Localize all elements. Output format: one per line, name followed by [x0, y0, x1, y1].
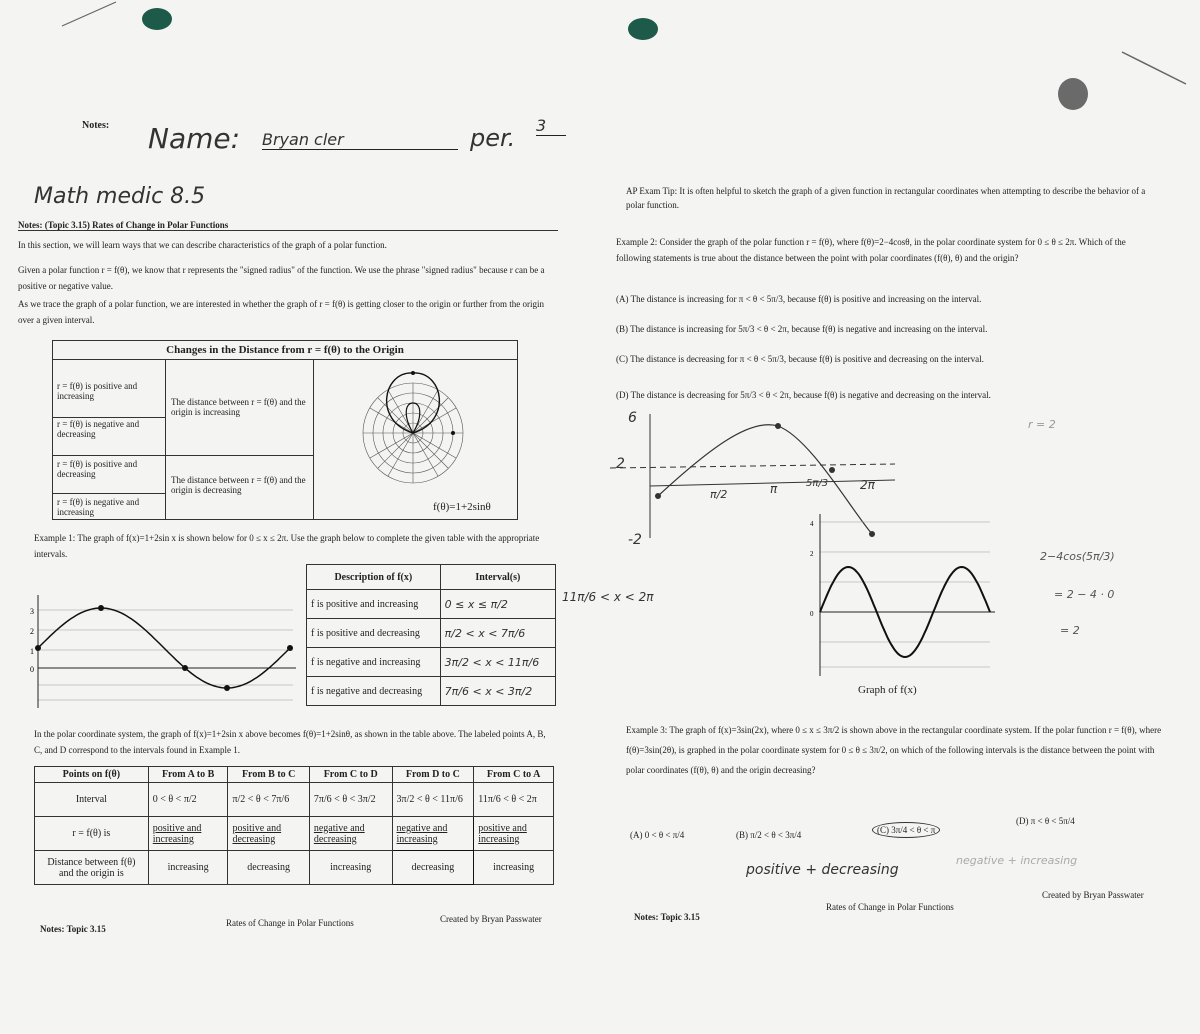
changes-table	[52, 340, 518, 520]
svg-text:0: 0	[810, 610, 814, 618]
interval-row-2[interactable]: π/2 < x < 7π/6	[440, 619, 555, 648]
handnote-positive-decreasing: positive + decreasing	[746, 862, 899, 878]
ap-tip: AP Exam Tip: It is often helpful to sketch the graph of a given function in rectangular coordinates when attempting to describe the behavior of a polar function.	[626, 186, 1146, 210]
cond-2: r = f(θ) is negative and decreasing	[57, 419, 140, 439]
desc-row-3: f is negative and increasing	[307, 648, 441, 677]
pt-r4: negative and increasing	[392, 817, 474, 851]
ex3-choice-d[interactable]: (D) π < θ < 5π/4	[1016, 816, 1075, 826]
sketch-label-2pi: 2π	[860, 478, 875, 492]
pt-r2: positive and decreasing	[228, 817, 309, 851]
ex3-choice-b[interactable]: (B) π/2 < θ < 3π/4	[736, 830, 802, 840]
sketch-label-neg2: -2	[628, 532, 642, 548]
sketch-label-2: 2	[616, 456, 625, 472]
svg-text:0: 0	[30, 665, 34, 674]
choice-b[interactable]: (B) The distance is increasing for 5π/3 < θ < 2π, because f(θ) is negative and increasing on the interval.	[616, 324, 988, 334]
pt-i4: 3π/2 < θ < 11π/6	[392, 783, 474, 817]
footer-left-3: Created by Bryan Passwater	[440, 914, 542, 924]
footer-left-2: Rates of Change in Polar Functions	[226, 918, 354, 928]
desc-decreasing: The distance between r = f(θ) and the origin is decreasing	[171, 475, 306, 495]
desc-row-2: f is positive and decreasing	[307, 619, 441, 648]
pt-i0: Interval	[35, 783, 149, 817]
pt-i5: 11π/6 < θ < 2π	[474, 783, 554, 817]
ex3-choice-a[interactable]: (A) 0 < θ < π/4	[630, 830, 685, 840]
points-table	[34, 766, 554, 885]
footer-right-3: Created by Bryan Passwater	[1042, 890, 1144, 900]
pt-d1: increasing	[148, 851, 228, 885]
pt-r1: positive and increasing	[148, 817, 228, 851]
cond-1: r = f(θ) is positive and increasing	[57, 381, 138, 401]
interval-row-4[interactable]: 7π/6 < x < 3π/2	[440, 677, 555, 706]
sketch-label-pi2: π/2	[710, 488, 728, 501]
desc-row-4: f is negative and decreasing	[307, 677, 441, 706]
sketch-label-5pi3: 5π/3	[806, 478, 829, 489]
handnote-negative-increasing: negative + increasing	[956, 854, 1078, 867]
cond-4: r = f(θ) is negative and increasing	[57, 497, 140, 517]
side-note: 11π/6 < x < 2π	[562, 590, 654, 604]
pen-mark	[1120, 50, 1190, 90]
trace-paragraph: As we trace the graph of a polar function, we are interested in whether the graph of r = f(θ) is getting closer to the origin or further from the origin over a given interval.	[18, 299, 544, 325]
pt-i2: π/2 < θ < 7π/6	[228, 783, 309, 817]
side-work-3: = 2	[1060, 624, 1080, 637]
side-work-1: 2−4cos(5π/3)	[1040, 550, 1115, 563]
interval-row-1[interactable]: 0 ≤ x ≤ π/2	[440, 590, 555, 619]
pt-h0: Points on f(θ)	[35, 767, 149, 783]
cond-3: r = f(θ) is positive and decreasing	[57, 459, 138, 479]
graph-caption: Graph of f(x)	[858, 684, 917, 696]
desc-row-1: f is positive and increasing	[307, 590, 441, 619]
pt-h2: From B to C	[228, 767, 309, 783]
ex3-choice-c[interactable]: (C) 3π/4 < θ < π	[872, 822, 940, 838]
pt-d5: increasing	[474, 851, 554, 885]
footer-right-2: Rates of Change in Polar Functions	[826, 902, 954, 912]
pt-d3: increasing	[309, 851, 392, 885]
notes-box: Notes:	[82, 120, 110, 131]
example2-text: Example 2: Consider the graph of the polar function r = f(θ), where f(θ)=2−4cosθ, in the polar coordinate system for 0 ≤ θ ≤ 2π. Which of the following statements is true about the distance between the point with polar coordinates (f(θ), θ) and the origin?	[616, 237, 1126, 263]
side-work-2: = 2 − 4 · 0	[1054, 588, 1115, 601]
intro-paragraph: In this section, we will learn ways that we can describe characteristics of the graph of a polar function.	[18, 240, 387, 250]
name-value[interactable]: Bryan cler	[262, 130, 458, 150]
example3-text: Example 3: The graph of f(x)=3sin(2x), where 0 ≤ x ≤ 3π/2 is shown above in the rectangular coordinate system. If the polar function r = f(θ), where f(θ)=3sin(2θ), is graphed in the polar coordinate system for 0 ≤ θ ≤ 3π/2, on which of the following intervals is the distance between the point with polar coordinates (f(θ), θ) and the origin decreasing?	[626, 725, 1162, 775]
svg-text:3: 3	[30, 607, 34, 616]
pt-r0: r = f(θ) is	[35, 817, 149, 851]
svg-text:1: 1	[30, 647, 34, 656]
interval-row-3[interactable]: 3π/2 < x < 11π/6	[440, 648, 555, 677]
choice-c[interactable]: (C) The distance is decreasing for π < θ < 5π/3, because f(θ) is positive and decreasing on the interval.	[616, 354, 984, 364]
changes-table-title: Changes in the Distance from r = f(θ) to the Origin	[53, 341, 517, 360]
handwritten-title: Math medic 8.5	[34, 184, 206, 209]
sketch-label-r2: r = 2	[1028, 418, 1056, 431]
pt-h1: From A to B	[148, 767, 228, 783]
desc-increasing: The distance between r = f(θ) and the origin is increasing	[171, 397, 306, 417]
polar-text: In the polar coordinate system, the graph of f(x)=1+2sin x above becomes f(θ)=1+2sinθ, as shown in the table above. The labeled points A, B, C, and D correspond to the intervals found in Example 1.	[34, 729, 546, 755]
pt-i1: 0 < θ < π/2	[148, 783, 228, 817]
example1-text: Example 1: The graph of f(x)=1+2sin x is shown below for 0 ≤ x ≤ 2π. Use the graph below to complete the given table with the appropriate intervals.	[34, 533, 540, 559]
description-table	[306, 564, 556, 706]
pt-d4: decreasing	[392, 851, 474, 885]
desc-header: Description of f(x)	[307, 565, 441, 590]
interval-header: Interval(s)	[440, 565, 555, 590]
polar-caption: f(θ)=1+2sinθ	[433, 501, 491, 513]
sine-graph	[28, 590, 298, 710]
footer-right-1: Notes: Topic 3.15	[634, 912, 700, 922]
name-label: Name:	[148, 122, 241, 155]
pt-d2: decreasing	[228, 851, 309, 885]
pt-h4: From D to C	[392, 767, 474, 783]
signed-radius-paragraph: Given a polar function r = f(θ), we know that r represents the "signed radius" of the function. We use the phrase "signed radius" because r can be a positive or negative value.	[18, 265, 545, 291]
footer-left-1: Notes: Topic 3.15	[40, 924, 106, 934]
topic-heading: Notes: (Topic 3.15) Rates of Change in Polar Functions	[18, 220, 558, 231]
pt-r3: negative and decreasing	[309, 817, 392, 851]
pt-d0: Distance between f(θ) and the origin is	[35, 851, 149, 885]
polar-grid-graph	[343, 361, 493, 501]
sketch-label-6: 6	[628, 410, 637, 426]
sketch-label-pi: π	[770, 482, 778, 496]
pt-h5: From C to A	[474, 767, 554, 783]
period-label: per.	[470, 124, 516, 152]
pt-h3: From C to D	[309, 767, 392, 783]
period-value[interactable]: 3	[536, 116, 566, 136]
svg-text:2: 2	[30, 627, 34, 636]
pt-i3: 7π/6 < θ < 3π/2	[309, 783, 392, 817]
svg-text:4: 4	[810, 520, 814, 528]
sine-3sin2x-graph	[800, 510, 1000, 680]
choice-d[interactable]: (D) The distance is decreasing for 5π/3 < θ < 2π, because f(θ) is negative and decreasing on the interval.	[616, 390, 991, 400]
pt-r5: positive and increasing	[474, 817, 554, 851]
pen-mark	[60, 0, 120, 30]
svg-text:2: 2	[810, 550, 814, 558]
choice-a[interactable]: (A) The distance is increasing for π < θ < 5π/3, because f(θ) is positive and increasing on the interval.	[616, 294, 982, 304]
